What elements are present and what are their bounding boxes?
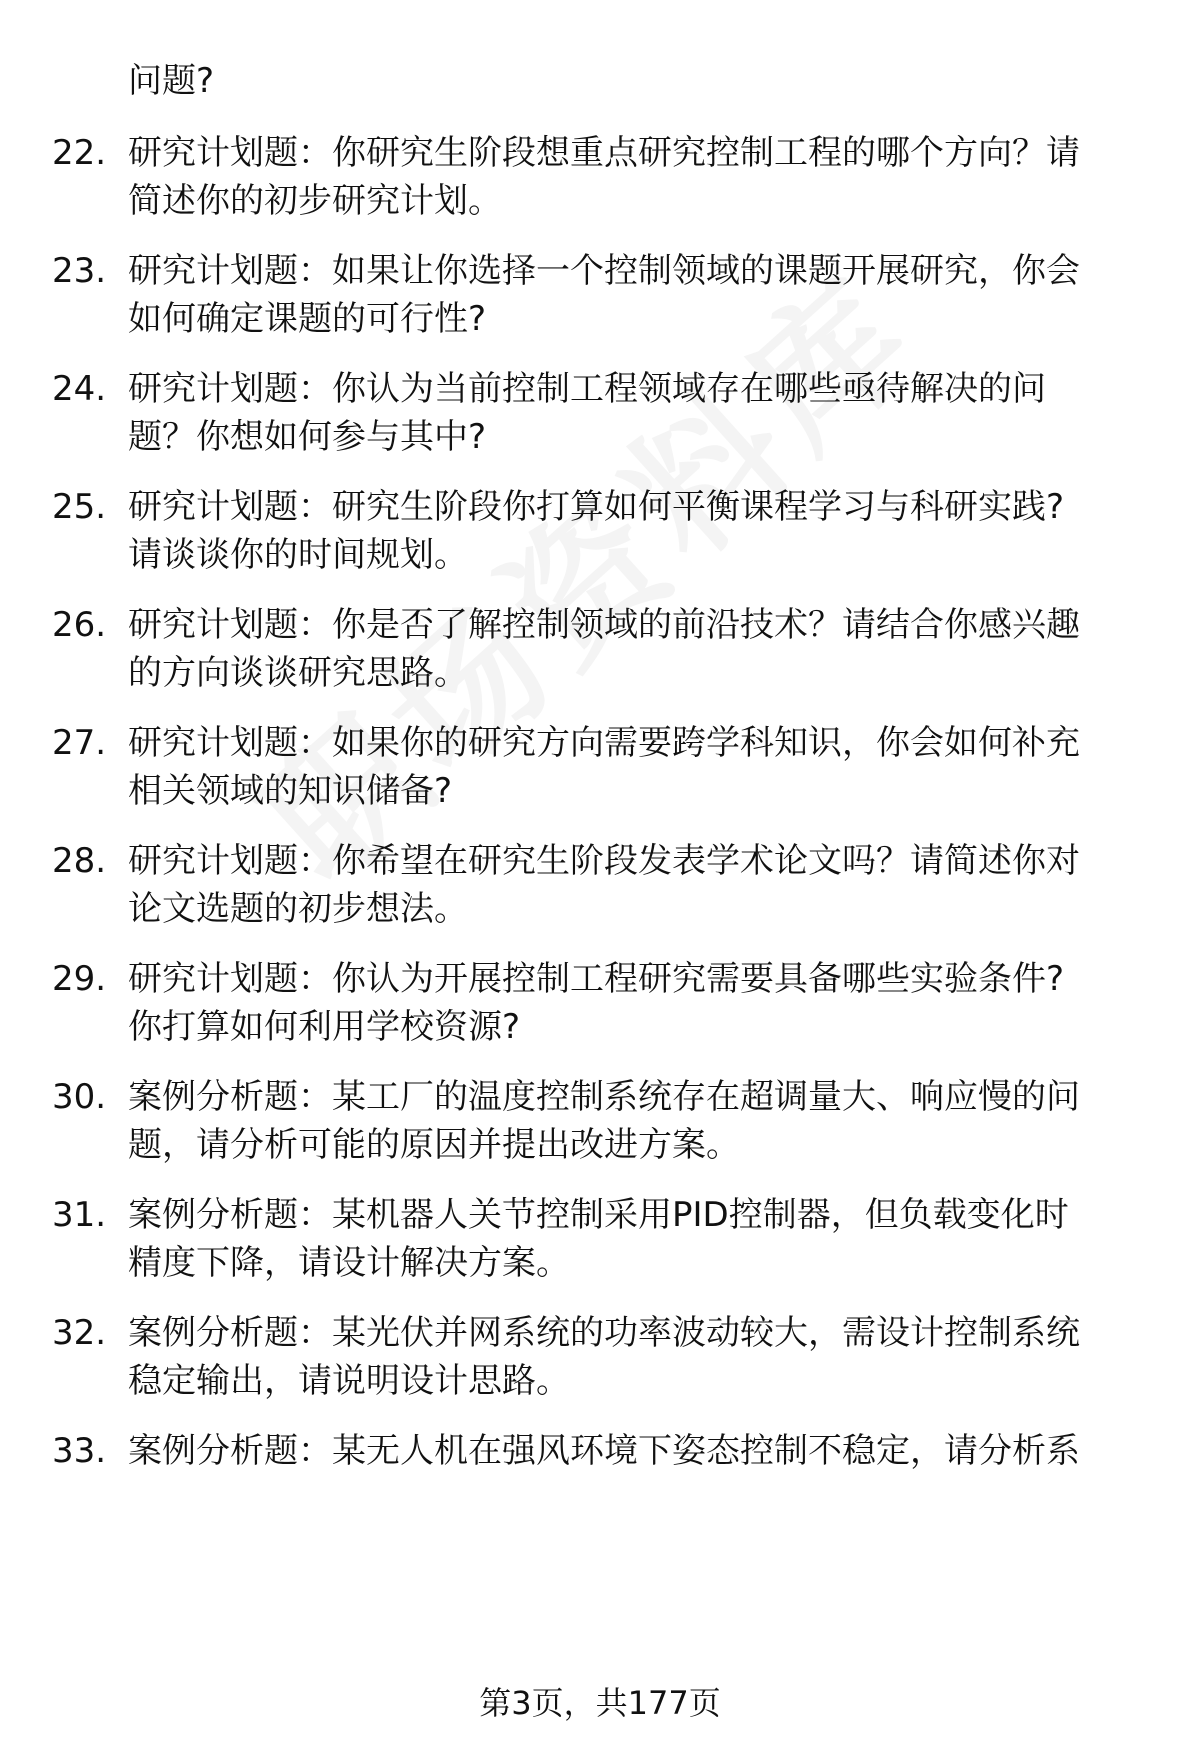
question-item bbox=[0, 128, 1200, 238]
question-text-line2: 相关领域的知识储备? bbox=[128, 771, 453, 811]
question-item bbox=[0, 1426, 1200, 1536]
question-text-line2: 题？你想如何参与其中? bbox=[128, 417, 487, 457]
question-text-line1: 研究计划题：你认为当前控制工程领域存在哪些亟待解决的问 bbox=[128, 369, 1046, 409]
question-text-line1: 案例分析题：某工厂的温度控制系统存在超调量大、响应慢的问 bbox=[128, 1077, 1080, 1117]
question-text-line1: 案例分析题：某光伏并网系统的功率波动较大，需设计控制系统 bbox=[128, 1313, 1080, 1353]
question-item bbox=[0, 482, 1200, 592]
question-text-line1: 研究计划题：如果让你选择一个控制领域的课题开展研究，你会 bbox=[128, 251, 1080, 291]
continuation-text: 问题? bbox=[128, 61, 215, 101]
question-number: 29. bbox=[52, 959, 107, 999]
question-item bbox=[0, 364, 1200, 474]
question-number: 27. bbox=[52, 723, 107, 763]
question-item bbox=[0, 600, 1200, 710]
question-text-line1: 案例分析题：某机器人关节控制采用PID控制器，但负载变化时 bbox=[128, 1195, 1069, 1235]
question-number: 32. bbox=[52, 1313, 107, 1353]
question-item bbox=[0, 1308, 1200, 1418]
question-text-line2: 你打算如何利用学校资源? bbox=[128, 1007, 521, 1047]
question-text-line1: 案例分析题：某无人机在强风环境下姿态控制不稳定，请分析系 bbox=[128, 1431, 1080, 1471]
question-number: 26. bbox=[52, 605, 107, 645]
question-text-line2: 精度下降，请设计解决方案。 bbox=[128, 1243, 570, 1283]
question-number: 22. bbox=[52, 133, 107, 173]
question-text-line2: 题，请分析可能的原因并提出改进方案。 bbox=[128, 1125, 740, 1165]
question-number: 30. bbox=[52, 1077, 107, 1117]
question-text-line2: 稳定输出，请说明设计思路。 bbox=[128, 1361, 570, 1401]
question-item bbox=[0, 1072, 1200, 1182]
question-number: 23. bbox=[52, 251, 107, 291]
question-text-line1: 研究计划题：你希望在研究生阶段发表学术论文吗？请简述你对 bbox=[128, 841, 1080, 881]
question-item bbox=[0, 836, 1200, 946]
question-text-line1: 研究计划题：你认为开展控制工程研究需要具备哪些实验条件? bbox=[128, 959, 1065, 999]
question-number: 25. bbox=[52, 487, 107, 527]
question-number: 31. bbox=[52, 1195, 107, 1235]
question-text-line1: 研究计划题：你研究生阶段想重点研究控制工程的哪个方向？请 bbox=[128, 133, 1080, 173]
question-item bbox=[0, 954, 1200, 1064]
question-text-line2: 的方向谈谈研究思路。 bbox=[128, 653, 468, 693]
page-footer: 第3页，共177页 bbox=[479, 1684, 721, 1722]
question-text-line1: 研究计划题：你是否了解控制领域的前沿技术？请结合你感兴趣 bbox=[128, 605, 1080, 645]
question-item bbox=[0, 246, 1200, 356]
question-number: 28. bbox=[52, 841, 107, 881]
question-number: 24. bbox=[52, 369, 107, 409]
question-text-line2: 如何确定课题的可行性? bbox=[128, 299, 487, 339]
question-text-line2: 简述你的初步研究计划。 bbox=[128, 181, 502, 221]
question-item bbox=[0, 718, 1200, 828]
question-text-line2: 请谈谈你的时间规划。 bbox=[128, 535, 468, 575]
question-text-line1: 研究计划题：研究生阶段你打算如何平衡课程学习与科研实践? bbox=[128, 487, 1065, 527]
question-number: 33. bbox=[52, 1431, 107, 1471]
question-text-line1: 研究计划题：如果你的研究方向需要跨学科知识，你会如何补充 bbox=[128, 723, 1080, 763]
question-item bbox=[0, 1190, 1200, 1300]
question-text-line2: 论文选题的初步想法。 bbox=[128, 889, 468, 929]
